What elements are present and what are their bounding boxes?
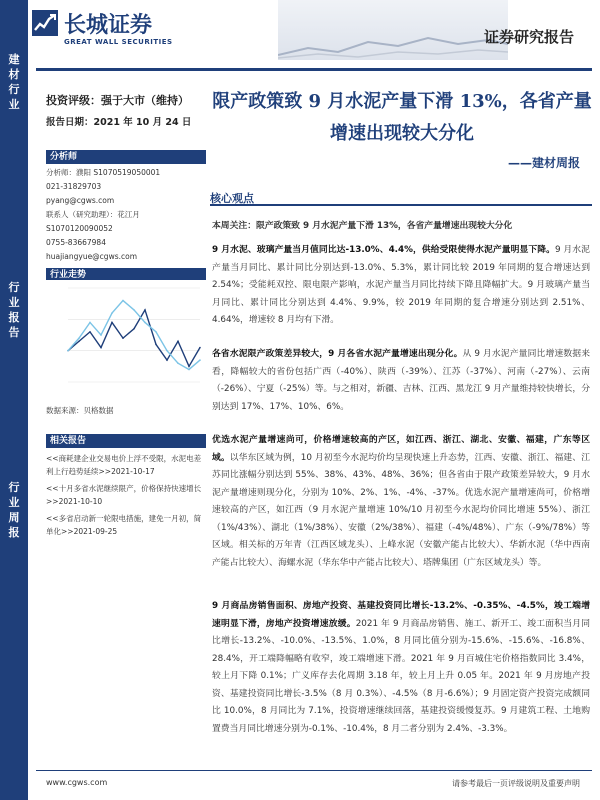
chart-point	[177, 340, 179, 342]
analyst-block	[46, 150, 206, 264]
strip-label-weekly: 行 业 周 报	[8, 481, 20, 539]
core-view-header	[210, 190, 592, 206]
report-date: 报告日期：2021 年 10 月 24 日	[46, 117, 192, 128]
chart-point	[177, 362, 179, 364]
analyst-email[interactable]: pyang@cgws.com	[46, 196, 115, 205]
chart-point	[199, 359, 201, 361]
header-divider	[36, 68, 592, 71]
industry-trend-chart	[46, 280, 206, 400]
chart-point	[111, 312, 113, 314]
assistant-phone: 0755-83667984	[46, 238, 106, 247]
chart-point	[111, 322, 113, 324]
analyst-heading: 分析师	[46, 150, 206, 164]
paragraph-regions	[212, 432, 590, 572]
paragraph-body: 以华东区域为例，10 月初至今水泥均价均呈现快速上升态势，江西、安徽、浙江、福建、江苏同比涨幅分别达到 55%、38%、43%、48%、36%；但各省由于限产政策差异较大，9 月水泥产量增速则现分化，分别为 10%、2%、1%、-4%、-37%。优选水泥产量增速尚可，价格增速较高的产区，如江西（9 月水泥产量增速 10%/10 月初至今水泥均价同比增速 55%）、浙江（1%/43%）、湖北（1%/38%）、安徽（2%/38%）、福建（-4%/48%）、广东（-9%/78%）等区域。相关标的万年青（江西区域龙头）、上峰水泥（安徽产能占比较大）、华新水泥（华中西南产能占比较大）、海螺水泥（华东华中产能占比较大）、塔牌集团（广东区域龙头）等。	[212, 452, 590, 568]
chart-point	[89, 331, 91, 333]
paragraph-lead: 各省水泥限产政策差异较大，9 月各省水泥产量增速出现分化。	[212, 349, 463, 359]
chart-point	[89, 322, 91, 324]
core-view-title: 核心观点	[210, 192, 254, 205]
related-heading: 相关报告	[46, 434, 206, 448]
chart-point	[133, 309, 135, 311]
chart-point	[155, 344, 157, 346]
paragraph-provinces	[212, 346, 590, 416]
great-wall-logo-icon	[32, 10, 58, 36]
paragraph-lead: 优选水泥产量增速尚可，价格增速较高的产区，如江西、浙江、湖北、安徽、福建，广东等区域。	[212, 435, 590, 463]
chart-point	[122, 300, 124, 302]
brand-name-cn: 长城证券	[64, 12, 153, 38]
chart-point	[122, 337, 124, 339]
strip-label-industry: 建 材 行 业	[8, 53, 20, 111]
assistant-email[interactable]: huajiangyue@cgws.com	[46, 252, 138, 261]
report-type-label: 证券研究报告	[483, 28, 574, 46]
great-wall-illustration	[278, 30, 508, 60]
paragraph-body: 从 9 月水泥产量同比增速数据来看，降幅较大的省份包括广西（-40%）、陕西（-39%）、江苏（-37%）、河南（-27%）、云南（-26%）、宁夏（-25%）等。与之相对，新疆、吉林、江西、黑龙江 9 月产量维持较快增长，分别达到 17%、17%、10%、6%。	[212, 349, 590, 412]
chart-point	[100, 347, 102, 349]
chart-point	[188, 366, 190, 368]
chart-point	[188, 369, 190, 371]
report-subtitle: ——建材周报	[507, 156, 580, 170]
footer-disclaimer: 请参考最后一页评级说明及重要声明	[452, 779, 580, 788]
chart-point	[155, 331, 157, 333]
assistant-name: 联系人（研究助理）：花江月	[46, 210, 140, 219]
paragraph-production	[212, 242, 590, 330]
footer-divider	[36, 770, 592, 771]
analyst-phone: 021-31829703	[46, 182, 102, 191]
footer-url[interactable]: www.cgws.com	[46, 778, 108, 787]
strip-label-report: 行 业 报 告	[8, 281, 20, 339]
report-title: 限产政策致 9 月水泥产量下滑 13%，各省产量增速出现较大分化	[212, 91, 592, 144]
chart-point	[166, 359, 168, 361]
chart-point	[78, 337, 80, 339]
chart-point	[144, 322, 146, 324]
chart-point	[144, 309, 146, 311]
focus-statement: 本周关注：限产政策致 9 月水泥产量下滑 13%，各省产量增速出现较大分化	[212, 221, 513, 231]
paragraph-lead: 9 月商品房销售面积、房地产投资、基建投资同比增长-13.2%、-0.35%、-4.5%，竣工端增速明显下滑，房地产投资增速放缓。	[212, 601, 590, 629]
chart-point	[133, 328, 135, 330]
chart-point	[67, 350, 69, 352]
assistant-id: S1070120090052	[46, 224, 113, 233]
paragraph-body: 9 月水泥产量当月同比、累计同比分别达到-13.0%、5.3%，累计同比较 2019 年同期的复合增速达到 2.54%；受能耗双控、限电限产影响，水泥产量当月同比持续下降且降幅扩大。9 月玻璃产量当月同比、累计同比分别达到 4.4%、9.9%，较 2019 年同期的复合增速分别达到 2.51%、4.64%，增速较 8 月均有下滑。	[212, 245, 590, 325]
related-report-link[interactable]: <<多省启动新一轮限电措施，建免一月初，简单化>>2021-09-25	[46, 514, 202, 536]
paragraph-body: 2021 年 9 月商品房销售、施工、新开工、竣工面积当月同比增长-13.2%、-10.0%、-13.5%、1.0%，8 月同比值分别为-15.6%、-15.6%、-16.8%、28.4%，开工端降幅略有收窄，竣工端增速下滑。2021 年 9 月百城住宅价格指数同比 3.4%，较上月下降 0.1%；广义库存去化周期 3.18 年，较上月上升 0.05 年。2021 年 9 月房地产投资、基建投资同比增长-3.5%（8 月 0.3%）、-4.5%（8 月-6.6%）；9 月固定资产投资完成额同比 10.0%，8 月同比为 7.1%，投资增速继续回落，基建投资缓慢复苏。9 月建筑工程、土地购置费当月同比增速分别为-0.1%、-10.4%，8 月二者分别为 2.4%、-3.3%。	[212, 618, 590, 734]
chart-point	[100, 334, 102, 336]
related-report-link[interactable]: <<十月多省水泥继续限产，价格保持快速增长>>2021-10-10	[46, 484, 202, 506]
chart-point	[78, 340, 80, 342]
investment-rating: 投资评级：强于大市（维持）	[46, 94, 189, 107]
related-report-link[interactable]: <<商耗建企业交易电价上浮不受限，水泥电差利上行趋势延续>>2021-10-17	[46, 454, 202, 476]
paragraph-lead: 9 月水泥、玻璃产量当月值同比达-13.0%、4.4%，供给受限使得水泥产量明显下降。	[212, 245, 555, 255]
brand-name-en: GREAT WALL SECURITIES	[64, 38, 173, 46]
left-color-strip	[0, 0, 28, 800]
chart-point	[166, 350, 168, 352]
trend-source: 数据来源：贝格数据	[46, 406, 114, 415]
analyst-name: 分析师：濮阳 S1070519050001	[46, 168, 161, 177]
trend-heading: 行业走势	[46, 268, 206, 282]
related-reports-block	[46, 434, 206, 538]
chart-point	[199, 347, 201, 349]
paragraph-real-estate	[212, 598, 590, 738]
